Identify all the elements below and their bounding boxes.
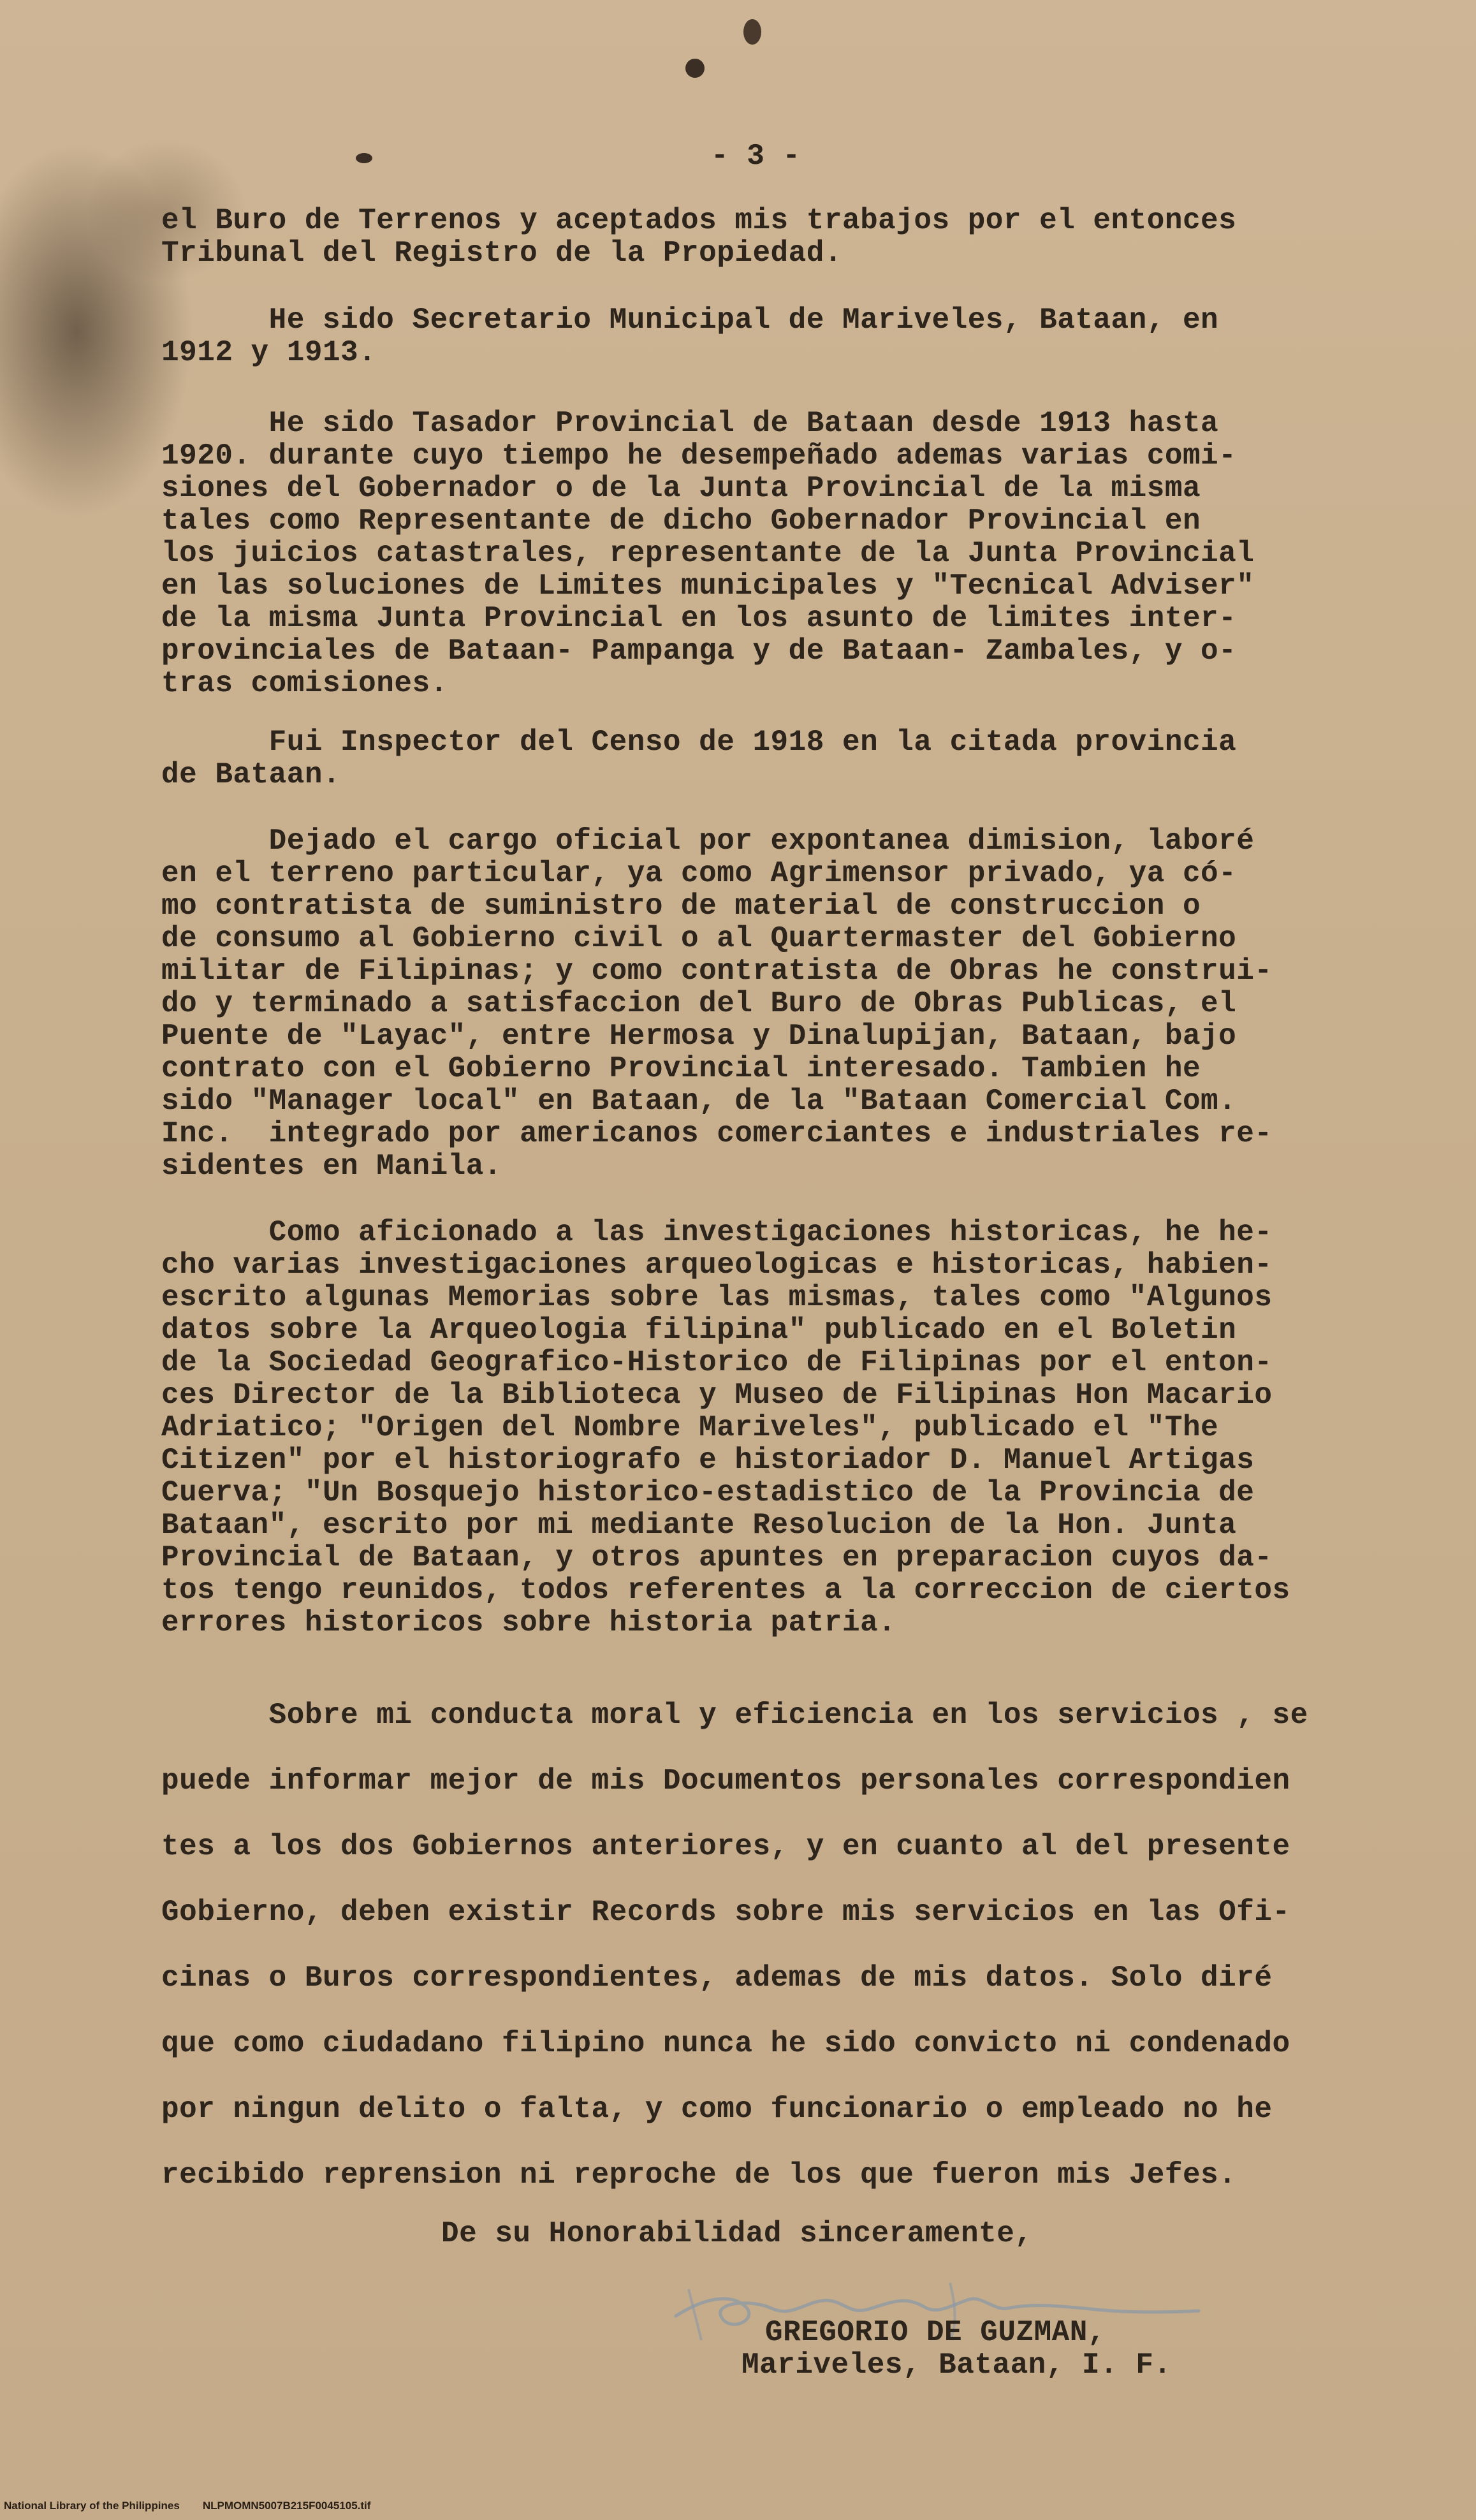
text-line: tos tengo reunidos, todos referentes a la correccion de ciertos	[161, 1574, 1290, 1607]
paragraph	[161, 1217, 1290, 1639]
text-line: tras comisiones.	[161, 667, 448, 700]
text-line: cinas o Buros correspondientes, ademas de mis datos. Solo diré	[161, 1961, 1273, 1995]
text-line: Dejado el cargo oficial por expontanea dimision, laboré	[161, 824, 1255, 858]
text-line: por ningun delito o falta, y como funcionario o empleado no he	[161, 2093, 1273, 2126]
ink-mark	[356, 153, 372, 163]
text-line: Puente de "Layac", entre Hermosa y Dinalupijan, Bataan, bajo	[161, 1020, 1237, 1053]
text-line: mo contratista de suministro de material de construccion o	[161, 890, 1201, 923]
text-line: Como aficionado a las investigaciones historicas, he he-	[161, 1216, 1273, 1249]
text-line: Cuerva; "Un Bosquejo historico-estadistico de la Provincia de	[161, 1476, 1255, 1509]
text-line: de Bataan.	[161, 758, 341, 791]
text-line: errores historicos sobre historia patria.	[161, 1606, 896, 1639]
text-line: 1912 y 1913.	[161, 336, 377, 369]
text-line: de la Sociedad Geografico-Historico de Filipinas por el enton-	[161, 1346, 1273, 1379]
binding-hole-mark	[743, 19, 761, 45]
text-line: do y terminado a satisfaccion del Buro de Obras Publicas, el	[161, 987, 1237, 1020]
text-line: sidentes en Manila.	[161, 1150, 502, 1183]
text-line: el Buro de Terrenos y aceptados mis trabajos por el entonces	[161, 204, 1237, 237]
text-line: datos sobre la Arqueologia filipina" publicado en el Boletin	[161, 1314, 1237, 1347]
footer-file: NLPMOMN5007B215F0045105.tif	[202, 2500, 371, 2512]
page-number: - 3 -	[711, 140, 801, 173]
text-line: escrito algunas Memorias sobre las mismas, tales como "Algunos	[161, 1281, 1273, 1314]
text-line: Adriatico; "Origen del Nombre Mariveles", publicado el "The	[161, 1411, 1219, 1444]
text-line: provinciales de Bataan- Pampanga y de Bataan- Zambales, y o-	[161, 634, 1237, 668]
text-line: que como ciudadano filipino nunca he sido convicto ni condenado	[161, 2027, 1290, 2060]
paragraph	[161, 825, 1272, 1183]
text-line: cho varias investigaciones arqueologicas e historicas, habien-	[161, 1249, 1273, 1282]
binding-hole-mark	[685, 59, 705, 78]
closing-paragraph	[161, 1683, 1308, 2208]
paragraph	[161, 726, 1236, 791]
text-line: de consumo al Gobierno civil o al Quartermaster del Gobierno	[161, 922, 1237, 955]
text-line: Citizen" por el historiografo e historiador D. Manuel Artigas	[161, 1444, 1255, 1477]
text-line: Provincial de Bataan, y otros apuntes en preparacion cuyos da-	[161, 1541, 1273, 1574]
paragraph	[161, 407, 1254, 700]
text-line: recibido reprension ni reproche de los que fueron mis Jefes.	[161, 2158, 1237, 2192]
footer-institution: National Library of the Philippines	[4, 2500, 180, 2512]
text-line: Tribunal del Registro de la Propiedad.	[161, 237, 842, 270]
text-line: puede informar mejor de mis Documentos personales correspondien	[161, 1764, 1290, 1798]
text-line: en el terreno particular, ya como Agrimensor privado, ya có-	[161, 857, 1237, 890]
text-line: Sobre mi conducta moral y eficiencia en los servicios , se	[161, 1699, 1308, 1732]
text-line: sido "Manager local" en Bataan, de la "Bataan Comercial Com.	[161, 1085, 1237, 1118]
text-line: militar de Filipinas; y como contratista de Obras he construi-	[161, 955, 1273, 988]
text-line: los juicios catastrales, representante de la Junta Provincial	[161, 537, 1255, 570]
text-line: Inc. integrado por americanos comerciantes e industriales re-	[161, 1117, 1273, 1150]
text-line: tales como Representante de dicho Gobernador Provincial en	[161, 504, 1201, 538]
text-line: de la misma Junta Provincial en los asunto de limites inter-	[161, 602, 1237, 635]
text-line: Bataan", escrito por mi mediante Resolucion de la Hon. Junta	[161, 1509, 1237, 1542]
salutation: De su Honorabilidad sinceramente,	[441, 2217, 1033, 2250]
text-line: contrato con el Gobierno Provincial interesado. Tambien he	[161, 1052, 1201, 1085]
scan-footer	[4, 2500, 393, 2512]
text-line: Gobierno, deben existir Records sobre mis servicios en las Ofi-	[161, 1896, 1290, 1929]
paragraph	[161, 205, 1236, 270]
text-line: He sido Tasador Provincial de Bataan desde 1913 hasta	[161, 407, 1219, 440]
text-line: Fui Inspector del Censo de 1918 en la citada provincia	[161, 726, 1237, 759]
text-line: He sido Secretario Municipal de Mariveles, Bataan, en	[161, 304, 1219, 337]
signatory-location: Mariveles, Bataan, I. F.	[742, 2348, 1172, 2382]
text-line: 1920. durante cuyo tiempo he desempeñado ademas varias comi-	[161, 439, 1237, 472]
text-line: siones del Gobernador o de la Junta Provincial de la misma	[161, 472, 1201, 505]
text-line: en las soluciones de Limites municipales y "Tecnical Adviser"	[161, 569, 1255, 603]
text-line: ces Director de la Biblioteca y Museo de Filipinas Hon Macario	[161, 1379, 1273, 1412]
signatory-name: GREGORIO DE GUZMAN,	[765, 2316, 1106, 2349]
paragraph	[161, 304, 1218, 369]
text-line: tes a los dos Gobiernos anteriores, y en cuanto al del presente	[161, 1830, 1290, 1863]
